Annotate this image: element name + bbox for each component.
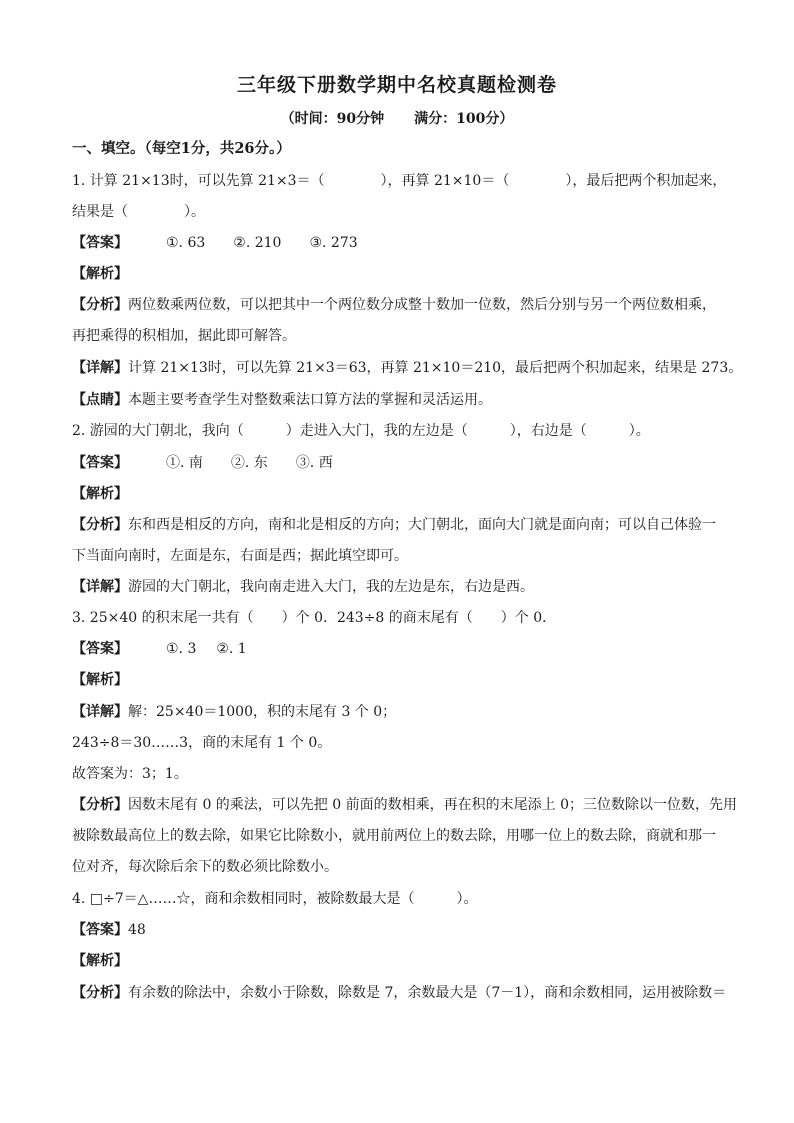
q1-xiangjie <box>72 359 743 377</box>
xiangjie-text: 计算 21×13时，可以先算 21×3＝63，再算 21×10＝210，最后把两个积加起来，结果是 273。 <box>128 360 743 376</box>
fenxi-label: 【分析】 <box>72 985 128 1001</box>
answer-values <box>166 454 361 472</box>
xiangjie-text: 游园的大门朝北，我向南走进入大门，我的左边是东，右边是西。 <box>128 579 534 595</box>
answer-label: 【答案】 <box>72 235 128 251</box>
q3-xiangjie-line3: 故答案为：3；1。 <box>72 766 188 782</box>
q4-text-line1: 4. □÷7＝△……☆，商和余数相同时，被除数最大是（ ）。 <box>72 891 478 907</box>
section-heading: 一、填空。（每空1分，共26分。） <box>72 140 291 157</box>
q4-fenxi-line1 <box>72 984 727 1002</box>
q3-xiangjie-line1 <box>72 703 722 721</box>
answer-item: 48 <box>128 922 146 938</box>
answer-item: ①. 南 <box>166 455 203 471</box>
answer-item: ③. 西 <box>295 455 333 471</box>
answer-item: ③. 273 <box>309 235 358 251</box>
q3-xiangjie-line2: 243÷8＝30……3，商的末尾有 1 个 0。 <box>72 735 332 751</box>
fenxi-text: 因数末尾有 0 的乘法，可以先把 0 前面的数相乘，再在积的末尾添上 0；三位数除以一位数，先用 <box>128 797 737 813</box>
q3-fenxi-line1 <box>72 796 737 814</box>
q1-fenxi-line1 <box>72 296 722 314</box>
q3-fenxi-line2: 被除数最高位上的数去除，如果它比除数小，就用前两位上的数去除，用哪一位上的数去除，商就和那一 <box>72 828 716 844</box>
q3-answer <box>72 640 722 658</box>
q1-answer <box>72 234 722 252</box>
q2-fenxi-line2: 下当面向南时，左面是东，右面是西；据此填空即可。 <box>72 548 408 564</box>
fenxi-label: 【分析】 <box>72 797 128 813</box>
fenxi-label: 【分析】 <box>72 297 128 313</box>
q3-text-line1: 3. 25×40 的积末尾一共有（ ）个 0．243÷8 的商末尾有（ ）个 0． <box>72 610 557 626</box>
fenxi-text: 东和西是相反的方向，南和北是相反的方向；大门朝北，面向大门就是面向南；可以自己体验一 <box>128 517 716 533</box>
answer-label: 【答案】 <box>72 922 128 938</box>
fenxi-text: 有余数的除法中，余数小于除数，除数是 7，余数最大是（7－1），商和余数相同，运用被除数＝ <box>128 985 727 1001</box>
q1-text-line2: 结果是（ ）。 <box>72 204 205 220</box>
answer-values <box>166 234 386 252</box>
q2-xiangjie <box>72 578 722 596</box>
q1-analysis-label: 【解析】 <box>72 266 128 282</box>
xiangjie-text: 解：25×40＝1000，积的末尾有 3 个 0； <box>128 704 397 720</box>
q1-fenxi-line2: 再把乘得的积相加，据此即可解答。 <box>72 328 296 344</box>
fenxi-label: 【分析】 <box>72 517 128 533</box>
answer-item: ②. 210 <box>233 235 282 251</box>
q2-text-line1: 2. 游园的大门朝北，我向（ ）走进入大门，我的左边是（ ），右边是（ ）。 <box>72 423 650 439</box>
q2-answer <box>72 454 722 472</box>
xiangjie-label: 【详解】 <box>72 579 128 595</box>
answer-item: ①. 63 <box>166 235 206 251</box>
xiangjie-label: 【详解】 <box>72 360 128 376</box>
answer-item: ①. 3 <box>166 641 197 657</box>
answer-values <box>166 640 267 658</box>
answer-item: ②. 1 <box>216 641 247 657</box>
q4-analysis-label: 【解析】 <box>72 953 128 969</box>
q4-answer <box>72 921 722 939</box>
dianjing-text: 本题主要考查学生对整数乘法口算方法的掌握和灵活运用。 <box>128 392 492 408</box>
answer-item: ②. 东 <box>230 455 268 471</box>
page-title: 三年级下册数学期中名校真题检测卷 <box>236 74 557 96</box>
fenxi-text: 两位数乘两位数，可以把其中一个两位数分成整十数加一位数，然后分别与另一个两位数相乘， <box>128 297 716 313</box>
dianjing-label: 【点睛】 <box>72 392 128 408</box>
q2-analysis-label: 【解析】 <box>72 486 128 502</box>
q1-dianjing <box>72 391 722 409</box>
answer-label: 【答案】 <box>72 641 128 657</box>
q3-analysis-label: 【解析】 <box>72 672 128 688</box>
q2-fenxi-line1 <box>72 516 722 534</box>
q3-fenxi-line3: 位对齐，每次除后余下的数必须比除数小。 <box>72 859 338 875</box>
exam-info <box>0 108 794 128</box>
answer-label: 【答案】 <box>72 455 128 471</box>
exam-score: 满分：100分） <box>414 111 514 127</box>
q1-text-line1: 1. 计算 21×13时，可以先算 21×3＝（ ），再算 21×10＝（ ），最后把两个积加起来， <box>72 173 727 189</box>
xiangjie-label: 【详解】 <box>72 704 128 720</box>
exam-time: （时间：90分钟 <box>280 111 385 127</box>
